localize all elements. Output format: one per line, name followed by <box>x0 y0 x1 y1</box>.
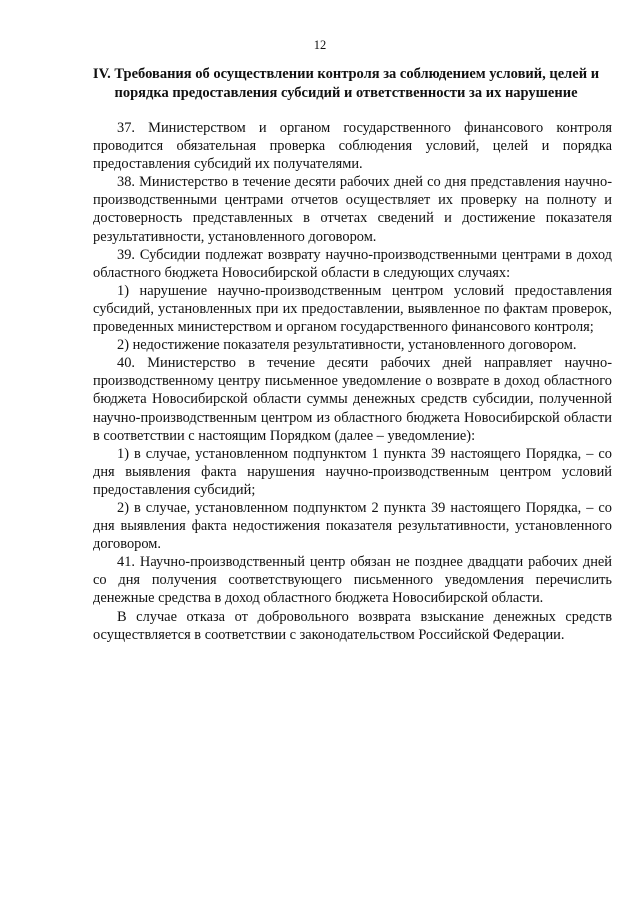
paragraph-41: 41. Научно-производственный центр обязан не позднее двадцати рабочих дней со дня получения соответствующего письменного уведомления перечислить денежные средства в доход областного бюджета Новосибирской области. <box>93 554 612 607</box>
paragraph-39-item-1: 1) нарушение научно-производственным центром условий предоставления субсидий, установленных при их предоставлении, выявленное по фактам проверок, проведенных министерством и органом государственного финансового контроля; <box>93 282 612 336</box>
paragraph-40-item-2: 2) в случае, установленном подпунктом 2 пункта 39 настоящего Порядка, – со дня выявления факта недостижения показателя результативности, установленного договором. <box>93 499 612 553</box>
paragraph-40: 40. Министерство в течение десяти рабочих дней направляет научно-производственному центру письменное уведомление о возврате в доход областного бюджета Новосибирской области суммы денежных средств субсидии, полученной научно-производственным центром из областного бюджета Новосибирской области в соответствии с настоящим Порядком (далее – уведомление): <box>93 355 612 444</box>
page-number: 12 <box>313 38 327 52</box>
paragraph-38: 38. Министерство в течение десяти рабочих дней со дня представления научно-производственными центрами отчетов осуществляет их проверку на полноту и достоверность представленных в отчетах сведений и достижение показателя результативности, установленного договором. <box>93 174 612 245</box>
section-title: IV. Требования об осуществлении контроля за соблюдением условий, целей и порядка предоставления субсидий и ответственности за их нарушение <box>92 66 600 101</box>
paragraph-40-item-1: 1) в случае, установленном подпунктом 1 пункта 39 настоящего Порядка, – со дня выявления факта нарушения научно-производственным центром условий предоставления субсидий; <box>93 445 612 498</box>
paragraph-39-item-2: 2) недостижение показателя результативности, установленного договором. <box>117 337 577 354</box>
paragraph-39: 39. Субсидии подлежат возврату научно-производственными центрами в доход областного бюджета Новосибирской области в следующих случаях: <box>93 246 612 281</box>
document-body <box>93 119 612 644</box>
paragraph-37: 37. Министерством и органом государственного финансового контроля проводится обязательная проверка соблюдения условий, целей и порядка предоставления субсидий их получателями. <box>93 120 612 173</box>
paragraph-refusal: В случае отказа от добровольного возврата взыскание денежных средств осуществляется в соответствии с законодательством Российской Федерации. <box>93 608 612 643</box>
